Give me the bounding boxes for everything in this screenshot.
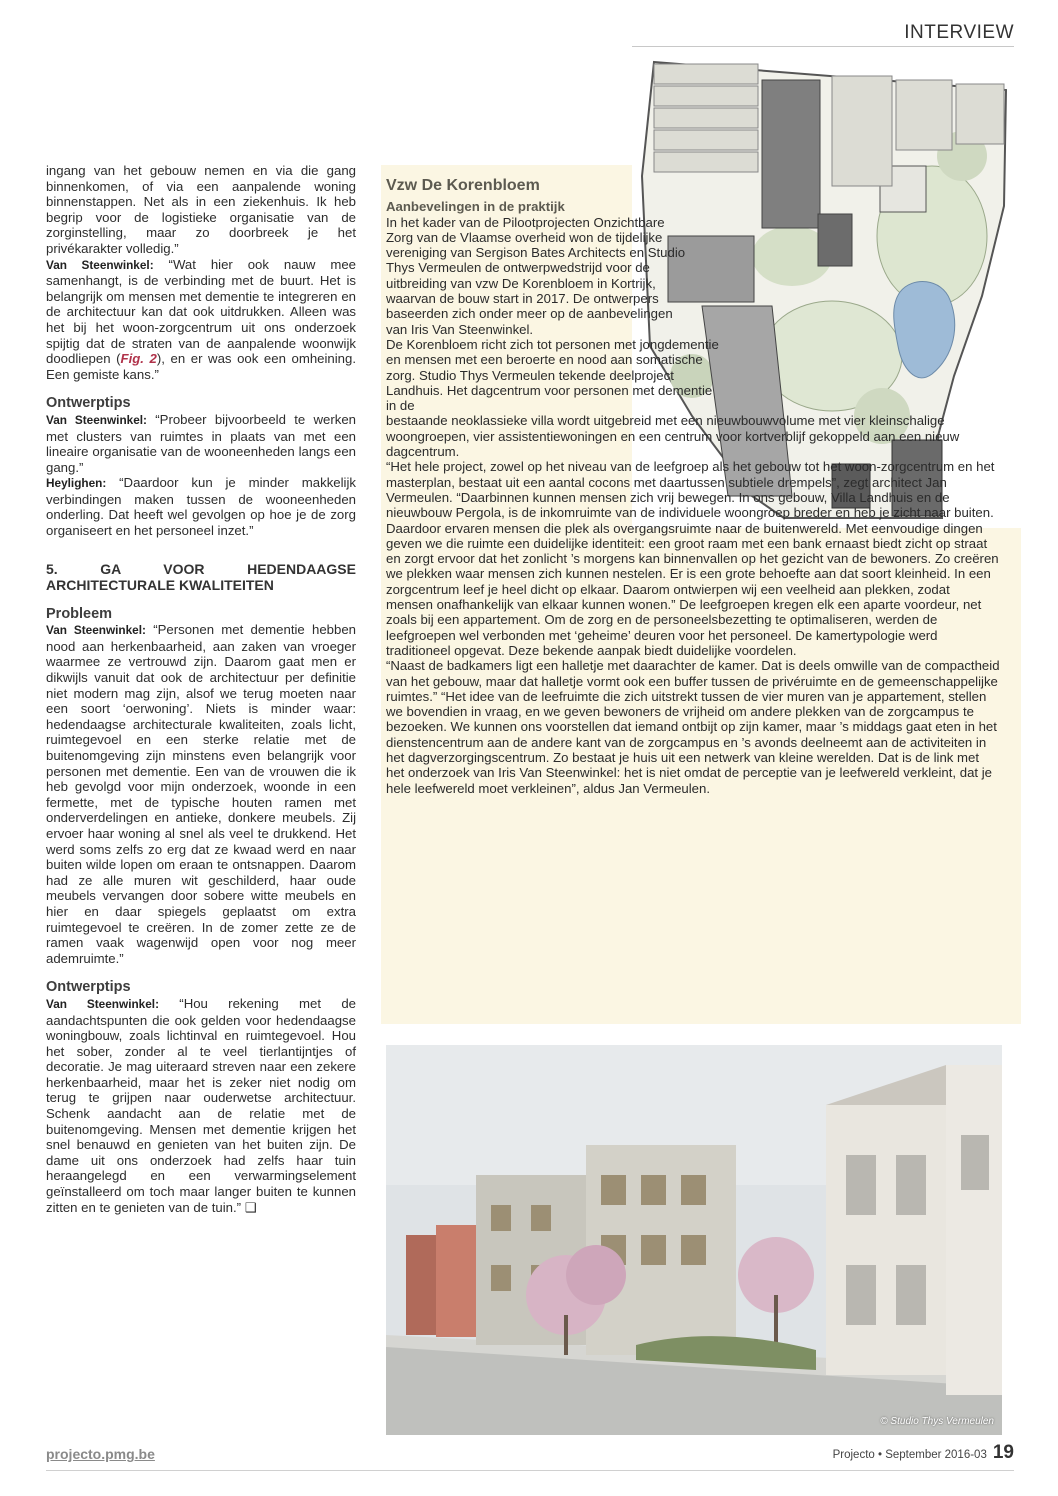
paragraph: “Naast de badkamers ligt een halletje met daarachter de kamer. Dat is deels omwille van de compactheid van het gebouw, maar dat halletje vormt ook een buffer tussen de privéruimte en de gemeenschappelijke ruimtes.” “Het idee van de leefruimte die zich uitstrekt tussen de vier muren van je appartement, stellen we bovendien in vraag, en we geven bewoners de vrijheid om andere plekken van de zorgcampus te bezoeken. We kunnen ons voorstellen dat iemand ontbijt op zijn kamer, maar ’s middags gaat eten in het dienstencentrum aan de andere kant van de zorgcampus en ’s avonds deelneemt aan de activiteiten in het dagverzorgingscentrum. Zo bestaat je huis uit een netwerk van kleine werelden. Dat is de link met het onderzoek van Iris Van Steenwinkel: het is niet omdat de perceptie van je leefwereld verkleint, dat je hele leefwereld moet verkleinen”, aldus Jan Vermeulen. [386, 658, 1000, 796]
subheading: Probleem [46, 605, 113, 622]
paragraph-text: “Personen met dementie hebben nood aan herkenbaarheid, aan zaken van vroeger waarmee ze vertrouwd zijn. Daarom gaat men er dikwijls vanuit dat ook de architectuur per definitie niet modern mag zijn, alsof we terug moeten naar een soort ‘oerwoning’. Niets is minder waar: hedendaagse architecturale kwaliteiten, zoals licht, ruimtegevoel en een sterke relatie met de buitenomgeving zijn minstens even belangrijk voor personen met dementie. Een van de vrouwen die ik heb gevolgd voor mijn onderzoek, woonde in een fermette, met de typische houten ramen met onderverdelingen en antieke, donkere meubels. Zij ervoer haar woning al snel als veel te drukkend. Het werd soms zelfs zo erg dat ze kwaad werd en naar buiten wilde lopen om eraan te ontsnappen. Daarom had ze alle muren wit geschilderd, haar oude meubels vervangen door sobere witte meubels en hier en daar spiegels geplaatst om extra ruimtegevoel te creëren. In de zomer zette ze de ramen vaak wagenwijd open voor nog meer ademruimte.” [46, 622, 356, 966]
paragraph-text: “Wat hier ook nauw mee samenhangt, is de verbinding met de buurt. Het is belangrijk om mensen met dementie te integreren en de architectuur kan dat ook uitdrukken. Alleen was het bij het woon-zorgcentrum uit ons onderzoek spijtig dat de straten van de aanpalende woonwijk doodliepen ( [46, 256, 357, 367]
paragraph-text: “Hou rekening met de aandachtspunten die ook gelden voor hedendaagse woningbouw, zoals lichtinval en ruimtegevoel. Hou het sober, zonder al te veel tierlantijntjes of decoratie. Je mag uiteraard streven naar een zekere herkenbaarheid, maar het is zeker niet nodig om terug te grijpen naar ouderwetse architectuur. Schenk aandacht aan de relatie met de buitenomgeving. Mensen met dementie krijgen het snel benauwd en genieten van het buiten zijn. De dame uit ons onderzoek had zelfs haar tuin heraangelegd en een verwarmingselement geïnstalleerd om toch maar langer buiten te kunnen zitten en te genieten van de tuin.” [46, 995, 357, 1215]
speaker-name: Van Steenwinkel: [46, 257, 154, 272]
section-heading: 5. GA VOOR HEDENDAAGSE ARCHITECTURALE KWALITEITEN [46, 560, 356, 593]
figure-reference[interactable]: Fig. 2 [120, 351, 157, 367]
subheading: Ontwerptips [46, 979, 131, 996]
building-rendering [386, 1045, 1002, 1435]
speaker-name: Heylighen: [46, 476, 107, 491]
end-mark: ❑ [244, 1199, 257, 1215]
paragraph: De Korenbloem richt zich tot personen met jongdementie en mensen met een beroerte en nood aan somatische zorg. Studio Thys Vermeulen tekende deelproject Landhuis. Het dagcentrum voor personen met dementie in de [386, 336, 719, 414]
speaker-name: Van Steenwinkel: [46, 996, 160, 1011]
left-column [46, 163, 356, 1215]
speaker-name: Van Steenwinkel: [46, 623, 146, 638]
rendering-image [386, 1045, 1002, 1435]
paragraph: In het kader van de Pilootprojecten Onzichtbare Zorg van de Vlaamse overheid won de tijdelijke vereniging van Sergison Bates Architects en Studio Thys Vermeulen de ontwerpwedstrijd voor de uitbreiding van vzw De Korenbloem in Kortrijk, waarvan de bouw start in 2017. De ontwerpers baseerden zich onder meer op de aanbevelingen van Iris Van Steenwinkel. [386, 214, 686, 337]
paragraph: ingang van het gebouw nemen en via die gang binnenkomen, of via een aanpalende woning binnenstappen. Net als in een ziekenhuis. Ik heb begrip voor de logistieke organisatie van de zorginstelling, maar zo doorbreek je het privékarakter volledig.” [46, 163, 356, 256]
sidebar-text [386, 178, 1000, 796]
sidebar-subtitle: Aanbevelingen in de praktijk [386, 199, 565, 215]
page-number: 19 [992, 1442, 1014, 1463]
paragraph-text: “Daardoor kun je minder makkelijk verbindingen maken tussen de wooneenheden onderling. Dat heeft wel gevolgen op hoe je de zorg organiseert en het personeel inzet.” [46, 475, 356, 539]
footer-rule [46, 1470, 1014, 1471]
speaker-name: Van Steenwinkel: [46, 412, 147, 427]
paragraph [46, 996, 356, 1215]
paragraph-text: ), en er was ook een omheining. Een gemiste kans.” [46, 351, 357, 382]
section-label: INTERVIEW [904, 22, 1014, 47]
paragraph [46, 475, 356, 538]
photo-credit: © Studio Thys Vermeulen [880, 1416, 994, 1427]
paragraph [46, 257, 356, 383]
header-rule [632, 46, 1014, 47]
paragraph-text: “Probeer bijvoorbeeld te werken met clusters van ruimtes in plaats van met een lineaire organisatie van de wooneenheden langs een gang.” [46, 411, 356, 475]
subheading: Ontwerptips [46, 395, 131, 412]
site-link[interactable]: projecto.pmg.be [46, 1446, 155, 1462]
issue-label: Projecto • September 2016-03 [832, 1449, 987, 1461]
paragraph: “Het hele project, zowel op het niveau van de leefgroep als het gebouw tot het woon-zorgcentrum en het masterplan, bestaat uit een aantal cocons met daartussen subtiele drempels”, zegt architect Jan Vermeulen. “Daarbinnen kunnen mensen zich vrij bewegen. In ons gebouw, Villa Landhuis en de nieuwbouw Pergola, is de inkomruimte van de individuele woongroep breder en heb je zicht naar buiten. Daardoor ervaren mensen die plek als overgangsruimte naar de buitenwereld. Met eenvoudige dingen geven we die ruimte een duidelijke identiteit: een groot raam met een bank ernaast biedt zicht op straat en zorgt ervoor dat het zonlicht ’s morgens kan binnenvallen op het gezicht van de bewoners. Zo creëren we plekken waar mensen zich kunnen nestelen. Er is een grote behoefte aan dat soort kleinheid. In een zorgcentrum leef je heel dicht op elkaar. Daarom ontwierpen wij een veelheid aan plekken, zodat mensen onafhankelijk van elkaar kunnen wonen.” De leefgroepen kregen elk een aparte voordeur, net zoals bij een appartement. Om de zorg en de personeelsbezetting te optimaliseren, werden de leefgroepen wel verbonden met ‘geheime’ deuren voor het personeel. De kamertypologie werd traditioneel opgevat. Deze bekende aanpak biedt duidelijke voordelen. [386, 459, 999, 658]
paragraph: bestaande neoklassieke villa wordt uitgebreid met een nieuwbouwvolume met vier kleinschalige woongroepen, vier assistentiewoningen en een centrum voor kortverblijf gekoppeld aan een nieuw dagcentrum. [386, 413, 960, 460]
paragraph [46, 622, 356, 966]
sidebar-title: Vzw De Korenbloem [386, 177, 540, 194]
paragraph [46, 412, 356, 475]
footer-issue [833, 1442, 1014, 1464]
